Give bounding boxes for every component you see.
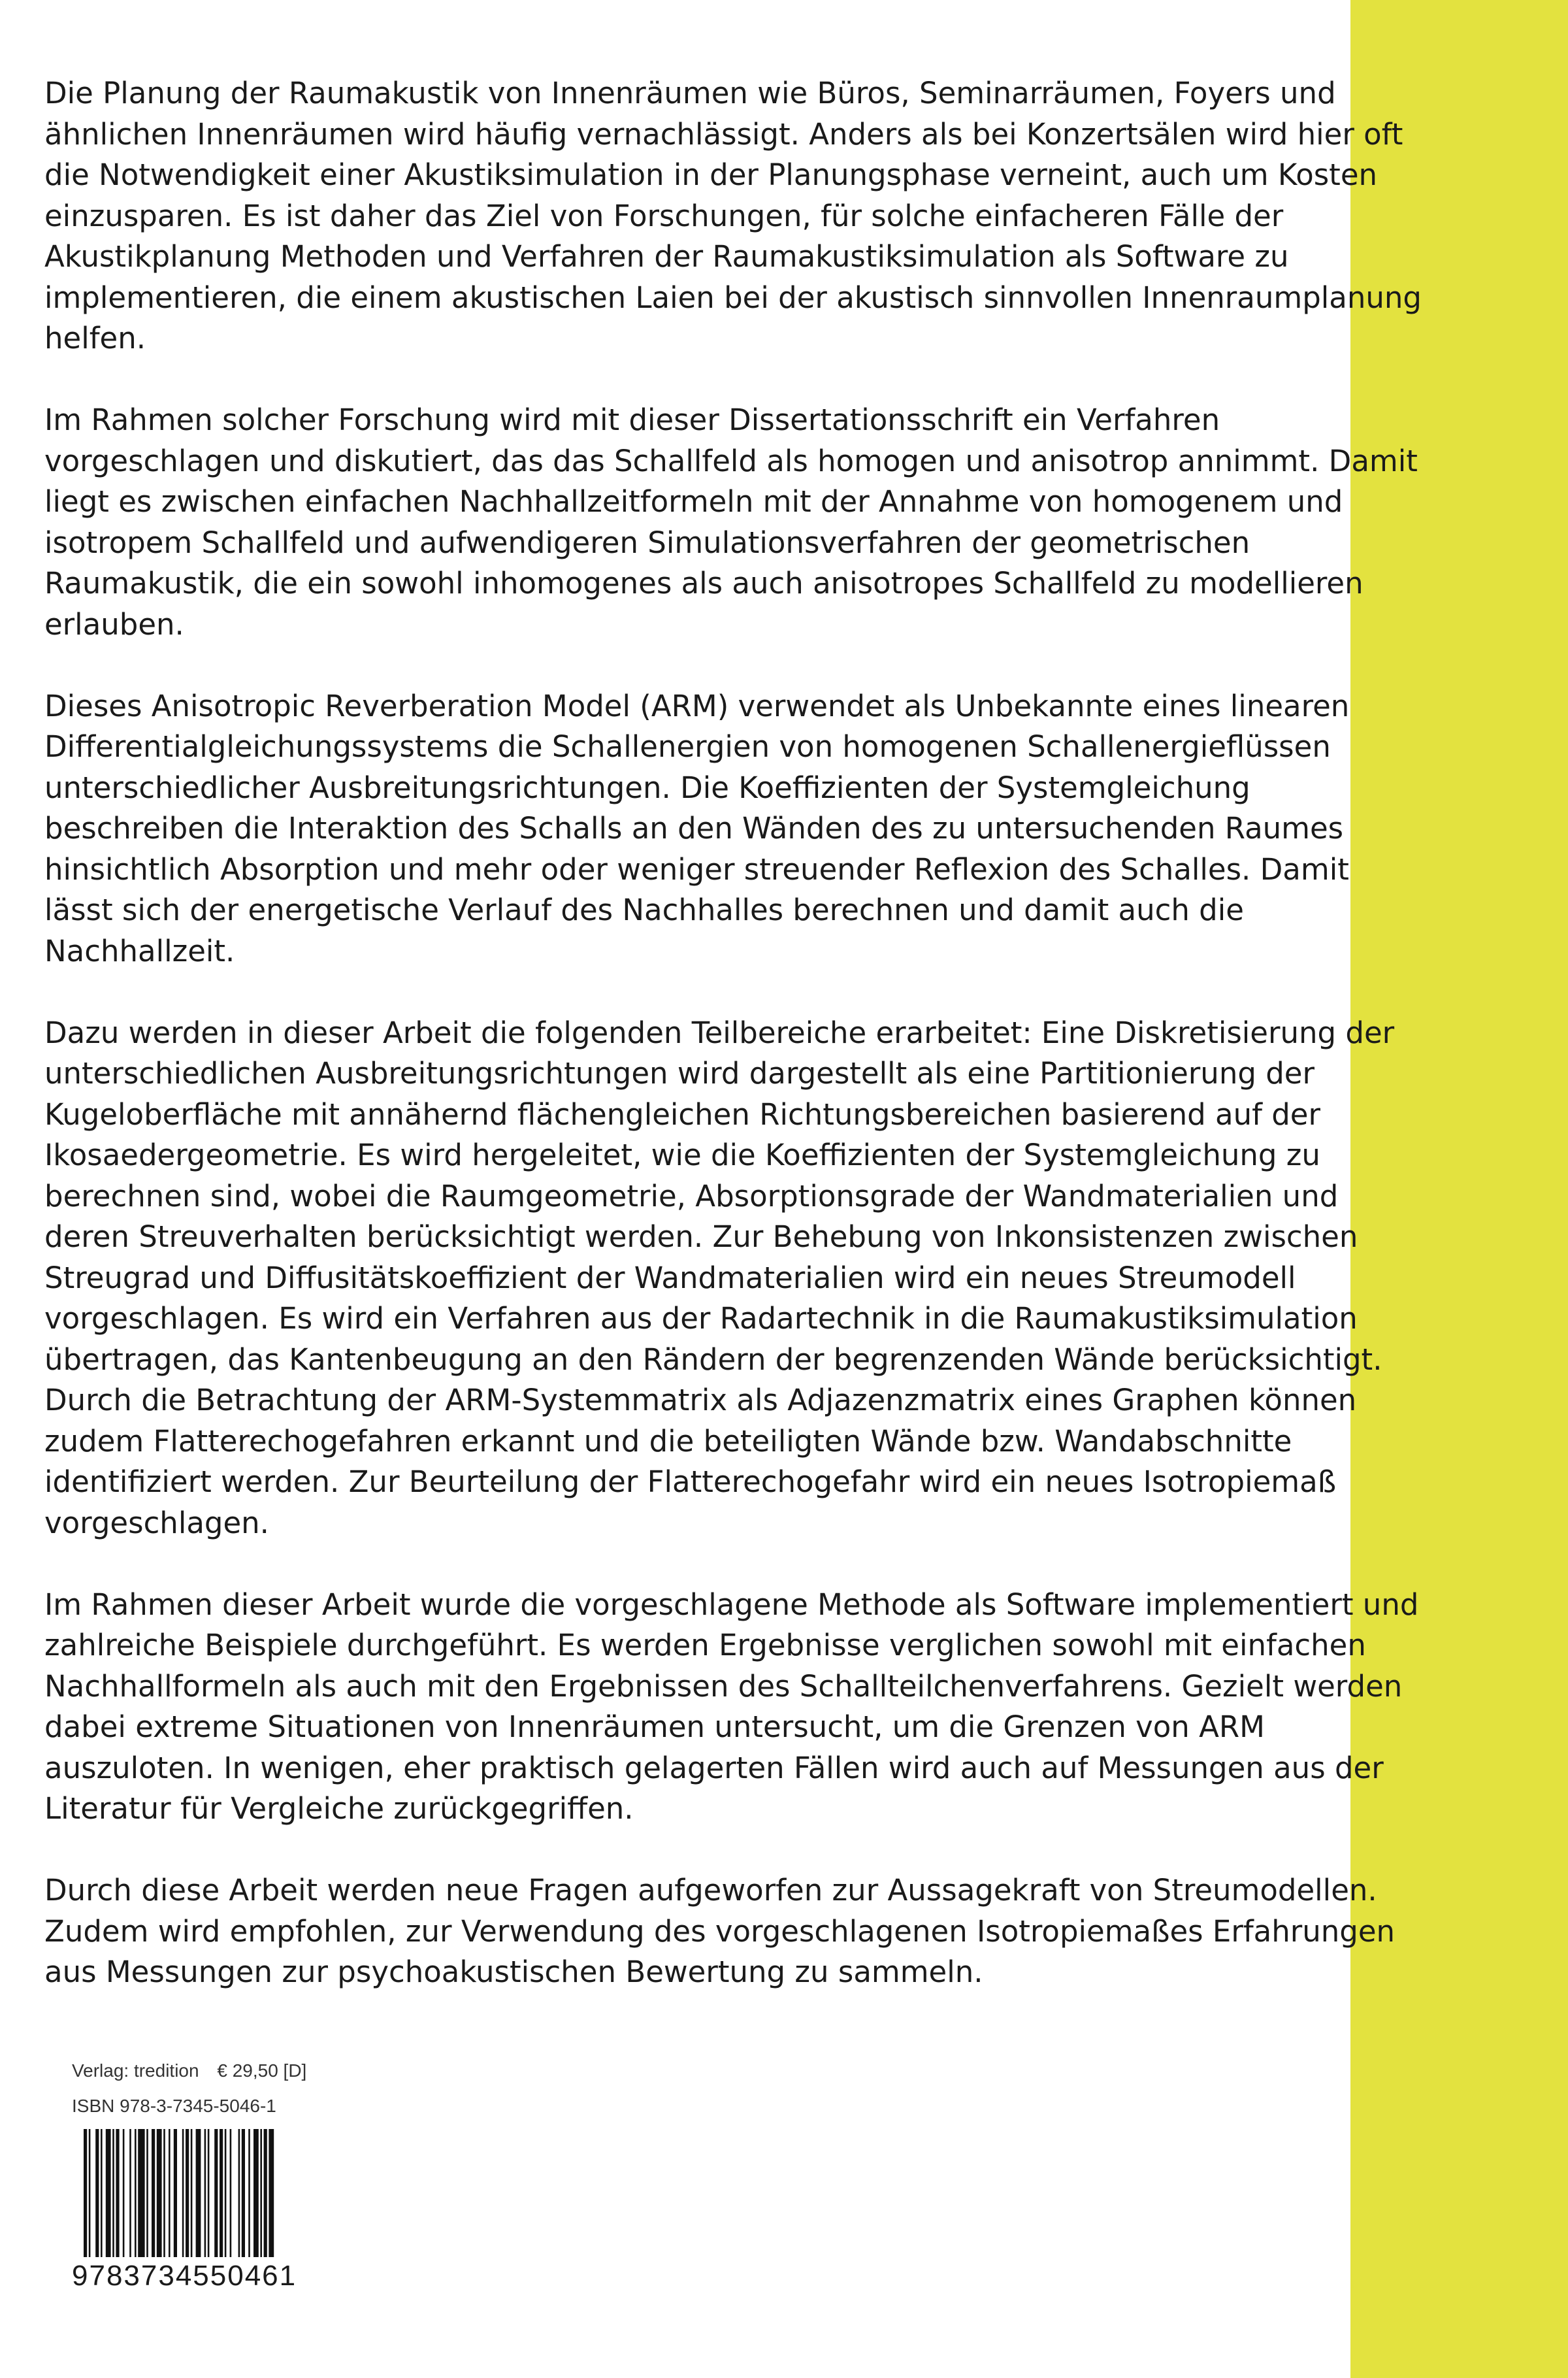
- body-paragraph: [44, 73, 1568, 359]
- paragraph-line: Differentialgleichungssystems die Schallenergien von homogenen Schallenergieflüssen: [44, 729, 1331, 764]
- paragraph-line: Durch diese Arbeit werden neue Fragen aufgeworfen zur Aussagekraft von Streumodellen.: [44, 1873, 1377, 1907]
- paragraph-line: auszuloten. In wenigen, eher praktisch gelagerten Fällen wird auch auf Messungen aus der: [44, 1750, 1384, 1785]
- paragraph-line: Durch die Betrachtung der ARM-Systemmatrix als Adjazenzmatrix eines Graphen können: [44, 1383, 1357, 1417]
- paragraph-line: Literatur für Vergleiche zurückgegriffen.: [44, 1791, 634, 1826]
- paragraph-line: Raumakustik, die ein sowohl inhomogenes als auch anisotropes Schallfeld zu modellieren: [44, 566, 1364, 601]
- paragraph-line: Nachhallformeln als auch mit den Ergebnissen des Schallteilchenverfahrens. Gezielt werden: [44, 1668, 1403, 1704]
- body-paragraph: [44, 400, 1568, 645]
- paragraph-line: dabei extreme Situationen von Innenräumen untersucht, um die Grenzen von ARM: [44, 1709, 1266, 1744]
- body-paragraph: [44, 1013, 1568, 1544]
- paragraph-line: hinsichtlich Absorption und mehr oder weniger streuender Reflexion des Schalles. Damit: [44, 851, 1349, 887]
- paragraph-line: Im Rahmen solcher Forschung wird mit dieser Dissertationsschrift ein Verfahren: [44, 403, 1220, 437]
- paragraph-line: zudem Flatterechogefahren erkannt und die beteiligten Wände bzw. Wandabschnitte: [44, 1423, 1292, 1459]
- barcode-image: [84, 2129, 316, 2257]
- isbn-label: ISBN 978-3-7345-5046-1: [72, 2096, 276, 2116]
- paragraph-line: erlauben.: [44, 606, 184, 642]
- imprint-block: [72, 2057, 306, 2120]
- paragraph-line: lässt sich der energetische Verlauf des Nachhalles berechnen und damit auch die: [44, 893, 1244, 927]
- paragraph-line: Im Rahmen dieser Arbeit wurde die vorgeschlagene Methode als Software implementiert und: [44, 1587, 1419, 1622]
- paragraph-line: helfen.: [44, 321, 146, 355]
- paragraph-line: aus Messungen zur psychoakustischen Bewertung zu sammeln.: [44, 1955, 983, 1989]
- publisher-label: Verlag: tredition: [72, 2060, 199, 2081]
- paragraph-line: zahlreiche Beispiele durchgeführt. Es werden Ergebnisse verglichen sowohl mit einfachen: [44, 1628, 1366, 1662]
- paragraph-line: Zudem wird empfohlen, zur Verwendung des vorgeschlagenen Isotropiemaßes Erfahrungen: [44, 1913, 1396, 1949]
- paragraph-line: Streugrad und Diffusitätskoeffizient der Wandmaterialien wird ein neues Streumodell: [44, 1260, 1296, 1295]
- paragraph-line: identifiziert werden. Zur Beurteilung der Flatterechogefahr wird ein neues Isotropiemaß: [44, 1464, 1337, 1499]
- paragraph-line: vorgeschlagen. Es wird ein Verfahren aus der Radartechnik in die Raumakustiksimulation: [44, 1301, 1358, 1336]
- publisher-price-row: [72, 2057, 306, 2085]
- body-paragraph: [44, 686, 1568, 972]
- paragraph-line: Kugeloberfläche mit annähernd flächengleichen Richtungsbereichen basierend auf der: [44, 1097, 1320, 1132]
- paragraph-line: unterschiedlicher Ausbreitungsrichtungen. Die Koeffizienten der Systemgleichung: [44, 770, 1250, 805]
- paragraph-line: deren Streuverhalten berücksichtigt werden. Zur Behebung von Inkonsistenzen zwischen: [44, 1219, 1358, 1254]
- paragraph-line: einzusparen. Es ist daher das Ziel von Forschungen, für solche einfacheren Fälle der: [44, 198, 1284, 233]
- paragraph-line: übertragen, das Kantenbeugung an den Rändern der begrenzenden Wände berücksichtigt.: [44, 1342, 1382, 1377]
- paragraph-line: unterschiedlichen Ausbreitungsrichtungen wird dargestellt als eine Partitionierung der: [44, 1056, 1315, 1091]
- paragraph-line: vorgeschlagen.: [44, 1505, 269, 1540]
- back-cover-text: [44, 73, 1568, 2034]
- paragraph-line: isotropem Schallfeld und aufwendigeren Simulationsverfahren der geometrischen: [44, 525, 1250, 560]
- paragraph-line: liegt es zwischen einfachen Nachhallzeitformeln mit der Annahme von homogenem und: [44, 484, 1343, 519]
- paragraph-line: Dazu werden in dieser Arbeit die folgenden Teilbereiche erarbeitet: Eine Diskretisierung der: [44, 1015, 1395, 1050]
- paragraph-line: die Notwendigkeit einer Akustiksimulation in der Planungsphase verneint, auch um Kosten: [44, 157, 1378, 192]
- paragraph-line: Dieses Anisotropic Reverberation Model (ARM) verwendet als Unbekannte eines linearen: [44, 688, 1350, 723]
- barcode-number: 9783734550461: [72, 2260, 297, 2292]
- paragraph-line: Akustikplanung Methoden und Verfahren der Raumakustiksimulation als Software zu: [44, 239, 1289, 274]
- body-paragraph: [44, 1870, 1568, 1993]
- paragraph-line: Ikosaedergeometrie. Es wird hergeleitet, wie die Koeffizienten der Systemgleichung zu: [44, 1138, 1320, 1172]
- body-paragraph: [44, 1585, 1568, 1830]
- paragraph-line: beschreiben die Interaktion des Schalls an den Wänden des zu untersuchenden Raumes: [44, 811, 1344, 846]
- paragraph-line: ähnlichen Innenräumen wird häufig vernachlässigt. Anders als bei Konzertsälen wird hier oft: [44, 116, 1403, 152]
- paragraph-line: berechnen sind, wobei die Raumgeometrie, Absorptionsgrade der Wandmaterialien und: [44, 1178, 1339, 1214]
- paragraph-line: Nachhallzeit.: [44, 933, 235, 968]
- paragraph-line: implementieren, die einem akustischen Laien bei der akustisch sinnvollen Innenraumplanung: [44, 280, 1422, 315]
- paragraph-line: Die Planung der Raumakustik von Innenräumen wie Büros, Seminarräumen, Foyers und: [44, 76, 1336, 110]
- price-label: € 29,50 [D]: [217, 2060, 307, 2081]
- paragraph-line: vorgeschlagen und diskutiert, das das Schallfeld als homogen und anisotrop annimmt. Damit: [44, 443, 1418, 478]
